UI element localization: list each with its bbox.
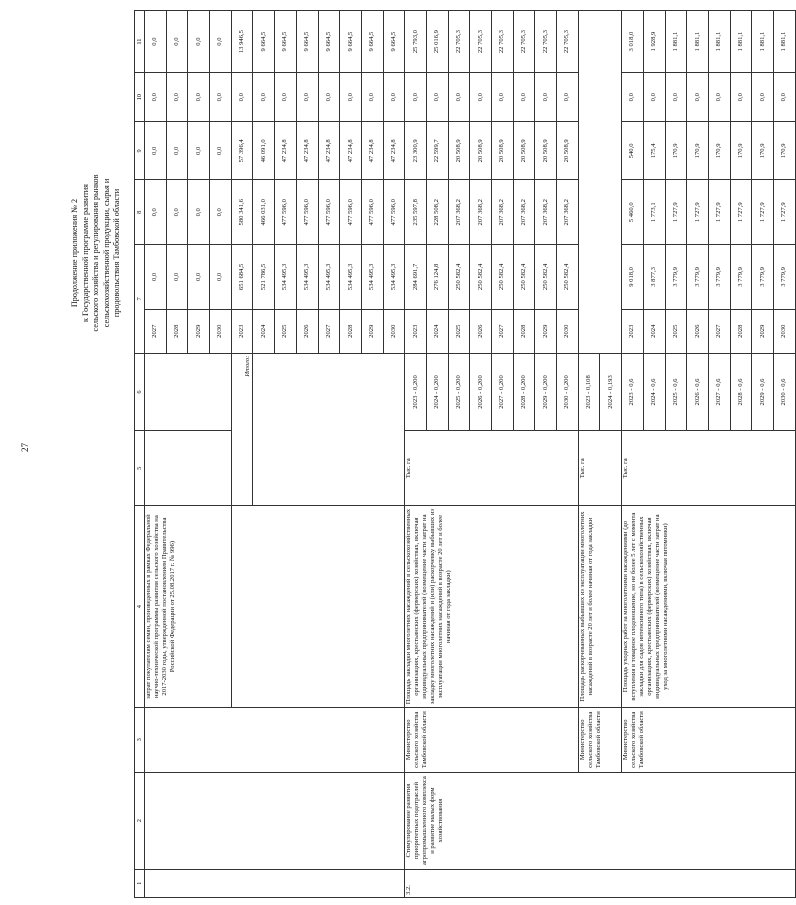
value-regional: 20 508,9 xyxy=(513,122,535,180)
value-local: 0,0 xyxy=(557,73,579,122)
caption-line: сельского хозяйства и регулирования рынков xyxy=(91,174,101,332)
value-extrabudget: 22 705,3 xyxy=(513,11,535,73)
value-total: 534 495,3 xyxy=(296,245,318,310)
value-federal: 5 460,0 xyxy=(622,180,644,245)
value-extrabudget: 22 705,3 xyxy=(535,11,557,73)
value-local: 0,0 xyxy=(513,73,535,122)
empty-cell xyxy=(361,353,383,506)
value-regional: 47 234,8 xyxy=(318,122,340,180)
year-cell: 2024 xyxy=(426,309,448,353)
value-federal: 477 596,0 xyxy=(296,180,318,245)
value-total: 0,0 xyxy=(145,245,167,310)
target-value: 2026 - 0,6 xyxy=(687,353,709,431)
target-value: 2024 - 0,193 xyxy=(600,353,622,431)
value-extrabudget: 1 881,1 xyxy=(708,11,730,73)
year-cell: 2027 xyxy=(492,309,514,353)
value-total: 0,0 xyxy=(210,245,232,310)
value-federal: 228 508,2 xyxy=(426,180,448,245)
value-local: 0,0 xyxy=(492,73,514,122)
value-total: 284 691,7 xyxy=(405,245,427,310)
value-regional: 20 508,9 xyxy=(448,122,470,180)
value-federal: 235 597,8 xyxy=(405,180,427,245)
table-row xyxy=(135,11,145,898)
value-federal: 477 596,0 xyxy=(361,180,383,245)
program-table xyxy=(134,10,796,898)
value-extrabudget: 3 018,0 xyxy=(622,11,644,73)
empty-cell xyxy=(578,11,621,354)
value-local: 0,0 xyxy=(773,73,795,122)
target-value: 2027 - 0,6 xyxy=(708,353,730,431)
value-local: 0,0 xyxy=(275,73,297,122)
year-cell: 2023 xyxy=(405,309,427,353)
year-cell: 2029 xyxy=(752,309,774,353)
empty-cell xyxy=(296,353,318,506)
value-federal: 1 727,9 xyxy=(752,180,774,245)
value-extrabudget: 22 705,3 xyxy=(557,11,579,73)
value-regional: 0,0 xyxy=(145,122,167,180)
value-local: 0,0 xyxy=(361,73,383,122)
value-local: 0,0 xyxy=(296,73,318,122)
value-total: 3 779,9 xyxy=(730,245,752,310)
rotated-page xyxy=(68,10,788,898)
executor-cell: Министерство сельского хозяйства Тамбовской области xyxy=(405,707,579,772)
year-cell: 2025 xyxy=(665,309,687,353)
value-total: 3 779,9 xyxy=(708,245,730,310)
value-local: 0,0 xyxy=(687,73,709,122)
value-total: 3 877,3 xyxy=(643,245,665,310)
value-extrabudget: 9 664,5 xyxy=(296,11,318,73)
value-total: 3 779,9 xyxy=(773,245,795,310)
unit-cell: Тыс. га xyxy=(578,431,621,506)
value-extrabudget: 22 705,3 xyxy=(470,11,492,73)
year-cell: 2030 xyxy=(773,309,795,353)
value-regional: 20 508,9 xyxy=(492,122,514,180)
value-federal: 1 727,9 xyxy=(665,180,687,245)
value-federal: 207 368,2 xyxy=(448,180,470,245)
page-number: 27 xyxy=(20,443,30,452)
value-regional: 20 508,9 xyxy=(470,122,492,180)
value-regional: 0,0 xyxy=(210,122,232,180)
value-local: 0,0 xyxy=(318,73,340,122)
value-total: 0,0 xyxy=(188,245,210,310)
target-value: 2024 - 0,6 xyxy=(643,353,665,431)
value-total: 521 786,5 xyxy=(253,245,275,310)
target-value: 2030 - 0,200 xyxy=(557,353,579,431)
table-row xyxy=(622,11,644,898)
value-regional: 0,0 xyxy=(166,122,188,180)
column-number-header: 3 xyxy=(135,707,145,772)
value-local: 0,0 xyxy=(145,73,167,122)
empty-cell xyxy=(231,506,405,708)
value-federal: 0,0 xyxy=(210,180,232,245)
value-regional: 57 396,4 xyxy=(231,122,253,180)
year-cell: 2027 xyxy=(318,309,340,353)
value-total: 250 582,4 xyxy=(470,245,492,310)
value-local: 0,0 xyxy=(231,73,253,122)
value-total: 250 582,4 xyxy=(513,245,535,310)
empty-cell xyxy=(383,353,405,506)
target-value: 2023 - 0,108 xyxy=(578,353,600,431)
value-regional: 170,9 xyxy=(773,122,795,180)
value-regional: 170,9 xyxy=(752,122,774,180)
value-extrabudget: 25 793,0 xyxy=(405,11,427,73)
indicator-description: Площадь закладки многолетних насаждений в сельскохозяйственных организациях, крестьянских (фермерских) хозяйствах, включая индивидуальных предпринимателей (возмещение части затрат на закладку многолетних насаждений и (или) раскорчевку выбывших из эксплуатации многолетних насаждений в возрасте 20 лет и более начиная от года закладки) xyxy=(405,506,579,708)
year-cell: 2030 xyxy=(210,309,232,353)
year-cell: 2027 xyxy=(708,309,730,353)
value-total: 651 684,5 xyxy=(231,245,253,310)
value-extrabudget: 0,0 xyxy=(188,11,210,73)
target-value: 2029 - 0,200 xyxy=(535,353,557,431)
value-regional: 175,4 xyxy=(643,122,665,180)
target-value: 2028 - 0,6 xyxy=(730,353,752,431)
value-local: 0,0 xyxy=(405,73,427,122)
value-federal: 477 596,0 xyxy=(340,180,362,245)
value-regional: 22 599,7 xyxy=(426,122,448,180)
caption-line: к Государственной программе развития xyxy=(80,184,90,322)
year-cell: 2030 xyxy=(557,309,579,353)
empty-cell xyxy=(275,353,297,506)
indicator-description: Площадь раскорчеванных выбывших из эксплуатации многолетних насаждений в возрасте 20 лет и более начиная от года закладки xyxy=(578,506,621,708)
year-cell: 2028 xyxy=(340,309,362,353)
year-cell: 2023 xyxy=(622,309,644,353)
value-local: 0,0 xyxy=(470,73,492,122)
value-local: 0,0 xyxy=(253,73,275,122)
value-federal: 477 596,0 xyxy=(383,180,405,245)
itogo-label: Итого: xyxy=(231,353,253,506)
value-extrabudget: 22 705,3 xyxy=(448,11,470,73)
value-federal: 1 727,9 xyxy=(708,180,730,245)
executor-cell: Министерство сельского хозяйства Тамбовской области xyxy=(622,707,796,772)
value-extrabudget: 1 881,1 xyxy=(665,11,687,73)
column-number-header: 11 xyxy=(135,11,145,73)
value-federal: 466 031,0 xyxy=(253,180,275,245)
empty-cell xyxy=(145,869,405,897)
value-local: 0,0 xyxy=(188,73,210,122)
value-local: 0,0 xyxy=(166,73,188,122)
value-federal: 0,0 xyxy=(166,180,188,245)
section-number: 3.2. xyxy=(405,869,795,897)
target-value: 2024 - 0,200 xyxy=(426,353,448,431)
empty-cell xyxy=(253,353,275,506)
value-regional: 47 234,8 xyxy=(275,122,297,180)
value-federal: 1 727,9 xyxy=(730,180,752,245)
value-local: 0,0 xyxy=(535,73,557,122)
value-local: 0,0 xyxy=(622,73,644,122)
value-total: 534 495,3 xyxy=(318,245,340,310)
value-extrabudget: 9 664,5 xyxy=(253,11,275,73)
value-federal: 477 596,0 xyxy=(318,180,340,245)
value-local: 0,0 xyxy=(643,73,665,122)
indicator-description: затрат покупателям семян, произведенных в рамках Федеральной научно-технической программы развития сельского хозяйства на 2017-2030 годы, утвержденной постановлением Правительства Российской Федерации от 25.08.2017 г. № 996) xyxy=(145,506,232,708)
year-cell: 2027 xyxy=(145,309,167,353)
value-regional: 540,0 xyxy=(622,122,644,180)
value-federal: 477 596,0 xyxy=(275,180,297,245)
year-cell: 2023 xyxy=(231,309,253,353)
target-value: 2023 - 0,6 xyxy=(622,353,644,431)
value-federal: 0,0 xyxy=(188,180,210,245)
value-regional: 23 300,9 xyxy=(405,122,427,180)
value-local: 0,0 xyxy=(665,73,687,122)
caption-line: продовольствия Тамбовской области xyxy=(112,188,122,318)
value-total: 9 018,0 xyxy=(622,245,644,310)
year-cell: 2029 xyxy=(535,309,557,353)
unit-cell: Тыс. га xyxy=(622,431,796,506)
year-cell: 2028 xyxy=(730,309,752,353)
column-number-header: 4 xyxy=(135,506,145,708)
target-value: 2025 - 0,6 xyxy=(665,353,687,431)
year-cell: 2028 xyxy=(513,309,535,353)
empty-cell xyxy=(145,353,232,431)
value-total: 250 582,4 xyxy=(492,245,514,310)
appendix-caption xyxy=(70,38,123,468)
year-cell: 2025 xyxy=(448,309,470,353)
column-number-header: 9 xyxy=(135,122,145,180)
column-number-header: 2 xyxy=(135,772,145,869)
target-value: 2026 - 0,200 xyxy=(470,353,492,431)
target-value: 2030 - 0,6 xyxy=(773,353,795,431)
target-value: 2023 - 0,200 xyxy=(405,353,427,431)
empty-cell xyxy=(145,707,405,772)
target-value: 2027 - 0,200 xyxy=(492,353,514,431)
value-total: 534 495,3 xyxy=(361,245,383,310)
year-cell: 2029 xyxy=(188,309,210,353)
executor-cell: Министерство сельского хозяйства Тамбовской области xyxy=(578,707,621,772)
value-regional: 47 234,8 xyxy=(383,122,405,180)
year-cell: 2024 xyxy=(643,309,665,353)
value-total: 3 779,9 xyxy=(687,245,709,310)
empty-cell xyxy=(340,353,362,506)
value-federal: 1 727,9 xyxy=(773,180,795,245)
value-local: 0,0 xyxy=(426,73,448,122)
column-number-header: 5 xyxy=(135,431,145,506)
value-federal: 1 727,9 xyxy=(687,180,709,245)
table-row xyxy=(145,11,167,898)
value-regional: 47 234,8 xyxy=(340,122,362,180)
year-cell: 2026 xyxy=(470,309,492,353)
value-extrabudget: 9 664,5 xyxy=(340,11,362,73)
target-value: 2028 - 0,200 xyxy=(513,353,535,431)
value-federal: 1 773,1 xyxy=(643,180,665,245)
value-extrabudget: 1 881,1 xyxy=(687,11,709,73)
column-number-header: 6 xyxy=(135,353,145,431)
value-regional: 20 508,9 xyxy=(557,122,579,180)
year-cell: 2025 xyxy=(275,309,297,353)
value-federal: 580 341,6 xyxy=(231,180,253,245)
value-extrabudget: 1 881,1 xyxy=(730,11,752,73)
value-extrabudget: 1 928,9 xyxy=(643,11,665,73)
column-number-header: 10 xyxy=(135,73,145,122)
unit-cell: Тыс. га xyxy=(405,431,579,506)
value-federal: 207 368,2 xyxy=(535,180,557,245)
target-value: 2029 - 0,6 xyxy=(752,353,774,431)
value-local: 0,0 xyxy=(448,73,470,122)
value-total: 250 582,4 xyxy=(557,245,579,310)
column-number-header: 1 xyxy=(135,869,145,897)
value-local: 0,0 xyxy=(752,73,774,122)
value-federal: 207 368,2 xyxy=(513,180,535,245)
value-regional: 170,9 xyxy=(708,122,730,180)
empty-cell xyxy=(145,431,232,506)
table-row xyxy=(405,11,427,898)
value-total: 250 582,4 xyxy=(535,245,557,310)
value-extrabudget: 9 664,5 xyxy=(361,11,383,73)
value-regional: 20 508,9 xyxy=(535,122,557,180)
value-regional: 170,9 xyxy=(730,122,752,180)
column-number-header: 8 xyxy=(135,180,145,245)
caption-line: сельскохозяйственной продукции, сырья и xyxy=(101,178,111,328)
value-total: 534 495,3 xyxy=(275,245,297,310)
empty-cell xyxy=(318,353,340,506)
value-local: 0,0 xyxy=(708,73,730,122)
table-body xyxy=(135,11,796,898)
value-extrabudget: 1 881,1 xyxy=(773,11,795,73)
column-number-header: 7 xyxy=(135,245,145,354)
value-total: 3 779,9 xyxy=(665,245,687,310)
year-cell: 2024 xyxy=(253,309,275,353)
value-extrabudget: 0,0 xyxy=(166,11,188,73)
year-cell: 2030 xyxy=(383,309,405,353)
value-total: 3 779,9 xyxy=(752,245,774,310)
value-regional: 47 234,8 xyxy=(296,122,318,180)
empty-cell xyxy=(145,772,405,869)
year-cell: 2026 xyxy=(687,309,709,353)
value-extrabudget: 13 946,5 xyxy=(231,11,253,73)
value-regional: 170,9 xyxy=(665,122,687,180)
value-federal: 207 368,2 xyxy=(470,180,492,245)
value-extrabudget: 9 664,5 xyxy=(318,11,340,73)
value-total: 534 495,3 xyxy=(383,245,405,310)
value-extrabudget: 22 705,3 xyxy=(492,11,514,73)
value-total: 250 582,4 xyxy=(448,245,470,310)
year-cell: 2026 xyxy=(296,309,318,353)
year-cell: 2028 xyxy=(166,309,188,353)
value-federal: 0,0 xyxy=(145,180,167,245)
value-federal: 207 368,2 xyxy=(492,180,514,245)
value-extrabudget: 0,0 xyxy=(210,11,232,73)
caption-line: Продолжение приложения № 2 xyxy=(70,198,79,308)
value-local: 0,0 xyxy=(340,73,362,122)
value-federal: 207 368,2 xyxy=(557,180,579,245)
value-regional: 170,9 xyxy=(687,122,709,180)
value-local: 0,0 xyxy=(210,73,232,122)
indicator-description: Площадь уходных работ за многолетними насаждениями (до вступления в товарное плодоношение, но не более 5 лет с момента закладки для садов интенсивного типа) в сельскохозяйственных организациях, крестьянских (фермерских) хозяйствах, включая индивидуальных предпринимателей (возмещение части затрат на уход за многолетними насаждениями, включая питомники) xyxy=(622,506,796,708)
value-local: 0,0 xyxy=(730,73,752,122)
value-extrabudget: 25 016,9 xyxy=(426,11,448,73)
value-extrabudget: 1 881,1 xyxy=(752,11,774,73)
value-total: 276 124,8 xyxy=(426,245,448,310)
value-local: 0,0 xyxy=(383,73,405,122)
target-value: 2025 - 0,200 xyxy=(448,353,470,431)
value-regional: 46 091,0 xyxy=(253,122,275,180)
table-row xyxy=(578,11,600,898)
year-cell: 2029 xyxy=(361,309,383,353)
value-extrabudget: 9 664,5 xyxy=(383,11,405,73)
value-regional: 0,0 xyxy=(188,122,210,180)
section-title: Стимулирование развития приоритетных подотраслей агропромышленного комплекса и развитие малых форм хозяйствования xyxy=(405,772,795,869)
value-extrabudget: 9 664,5 xyxy=(275,11,297,73)
value-total: 534 495,3 xyxy=(340,245,362,310)
value-extrabudget: 0,0 xyxy=(145,11,167,73)
value-regional: 47 234,8 xyxy=(361,122,383,180)
value-total: 0,0 xyxy=(166,245,188,310)
